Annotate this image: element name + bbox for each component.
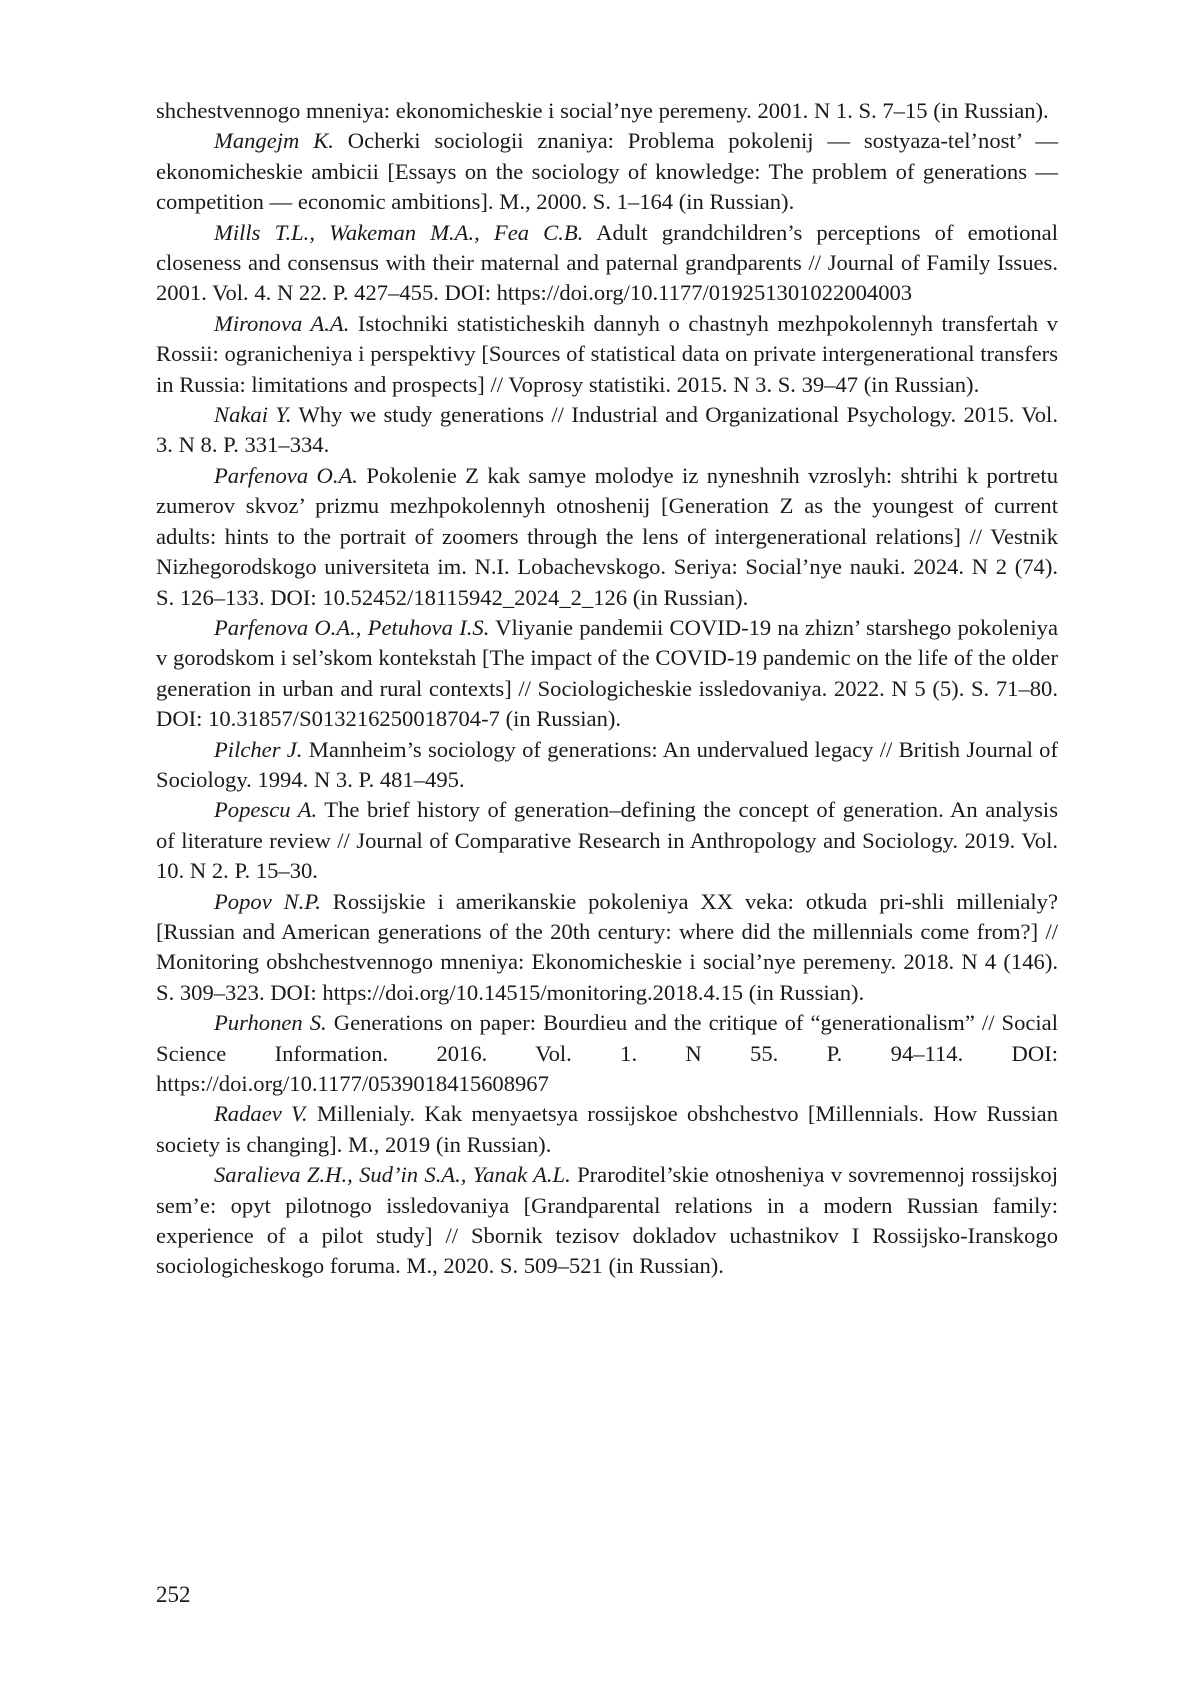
reference-authors: Radaev V. [214, 1101, 308, 1127]
reference-authors: Saralieva Z.H., Sud’in S.A., Yanak A.L. [214, 1162, 571, 1188]
reference-text: Ocherki sociologii znaniya: Problema pokolenij — sostyaza-tel’nost’ — ekonomicheskie ambicii [Essays on the sociology of knowledge: The problem of generations — competition — economic ambitions]. M., 2000. S. 1–164 (in Russian). [156, 128, 1058, 215]
reference-list [156, 96, 1058, 1282]
reference-text: Adult grandchildren’s perceptions of emotional closeness and consensus with their maternal and paternal grandparents // Journal of Family Issues. 2001. Vol. 4. N 22. P. 427–455. DOI: https://doi.org/10.1177/019251301022004003 [156, 219, 1058, 306]
reference-authors: Popov N.P. [214, 888, 321, 914]
reference-authors: Parfenova O.A., Petuhova I.S. [214, 614, 490, 640]
reference-authors: Nakai Y. [214, 402, 292, 428]
reference-text: Pokolenie Z kak samye molodye iz nyneshnih vzroslyh: shtrihi k portretu zumerov skvoz’ prizmu mezhpokolennyh otnoshenij [Generation Z as the youngest of current adults: hints to the portrait of zoomers through the lens of intergenerational relations] // Vestnik Nizhegorodskogo universiteta im. N.I. Lobachevskogo. Seriya: Social’nye nauki. 2024. N 2 (74). S. 126–133. DOI: 10.52452/18115942_2024_2_126 (in Russian). [156, 462, 1058, 610]
reference-entry [156, 400, 1058, 461]
reference-text: Millenialy. Kak menyaetsya rossijskoe obshchestvo [Millennials. How Russian society is changing]. M., 2019 (in Russian). [156, 1101, 1058, 1157]
reference-authors: Pilcher J. [214, 736, 303, 762]
reference-text: The brief history of generation–defining the concept of generation. An analysis of literature review // Journal of Comparative Research in Anthropology and Sociology. 2019. Vol. 10. N 2. P. 15–30. [156, 797, 1058, 884]
page-number: 252 [156, 1582, 191, 1607]
reference-text: Istochniki statisticheskih dannyh o chastnyh mezhpokolennyh transfertah v Rossii: ogranicheniya i perspektivy [Sources of statistical data on private intergenerational transfers in Russia: limitations and prospects] // Voprosy statistiki. 2015. N 3. S. 39–47 (in Russian). [156, 310, 1058, 397]
reference-entry [156, 96, 1058, 126]
reference-entry [156, 1099, 1058, 1160]
reference-authors: Purhonen S. [214, 1010, 327, 1036]
reference-authors: Popescu A. [214, 797, 318, 823]
reference-text: shchestvennogo mneniya: ekonomicheskie i social’nye peremeny. 2001. N 1. S. 7–15 (in Russian). [156, 98, 1049, 123]
reference-authors: Parfenova O.A. [214, 462, 358, 488]
reference-entry [156, 613, 1058, 735]
reference-authors: Mironova A.A. [214, 310, 350, 336]
reference-authors: Mangejm K. [214, 128, 334, 154]
reference-entry [156, 887, 1058, 1009]
reference-entry [156, 735, 1058, 796]
reference-text: Mannheim’s sociology of generations: An undervalued legacy // British Journal of Sociology. 1994. N 3. P. 481–495. [156, 736, 1058, 792]
reference-entry [156, 1008, 1058, 1099]
reference-entry [156, 218, 1058, 309]
reference-authors: Mills T.L., Wakeman M.A., Fea C.B. [214, 219, 584, 245]
reference-entry [156, 461, 1058, 613]
reference-text: Why we study generations // Industrial and Organizational Psychology. 2015. Vol. 3. N 8. P. 331–334. [156, 402, 1058, 458]
reference-text: Praroditel’skie otnosheniya v sovremennoj rossijskoj sem’e: opyt pilotnogo issledovaniya [Grandparental relations in a modern Russian family: experience of a pilot study] // Sbornik tezisov dokladov uchastnikov I Rossijsko-Iranskogo sociologicheskogo foruma. M., 2020. S. 509–521 (in Russian). [156, 1162, 1058, 1279]
reference-text: Vliyanie pandemii COVID-19 na zhizn’ starshego pokoleniya v gorodskom i sel’skom kontekstah [The impact of the COVID-19 pandemic on the life of the older generation in urban and rural contexts] // Sociologicheskie issledovaniya. 2022. N 5 (5). S. 71–80. DOI: 10.31857/S013216250018704-7 (in Russian). [156, 614, 1058, 732]
reference-text: Generations on paper: Bourdieu and the critique of “generationalism” // Social Science Information. 2016. Vol. 1. N 55. P. 94–114. DOI: https://doi.org/10.1177/0539018415608967 [156, 1010, 1058, 1096]
reference-entry [156, 309, 1058, 400]
reference-text: Rossijskie i amerikanskie pokoleniya XX veka: otkuda pri-shli millenialy? [Russian and American generations of the 20th century: where did the millennials come from?] // Monitoring obshchestvennogo mneniya: Ekonomicheskie i social’nye peremeny. 2018. N 4 (146). S. 309–323. DOI: https://doi.org/10.14515/monitoring.2018.4.15 (in Russian). [156, 888, 1058, 1005]
reference-entry [156, 126, 1058, 217]
reference-entry [156, 1160, 1058, 1282]
reference-entry [156, 795, 1058, 886]
